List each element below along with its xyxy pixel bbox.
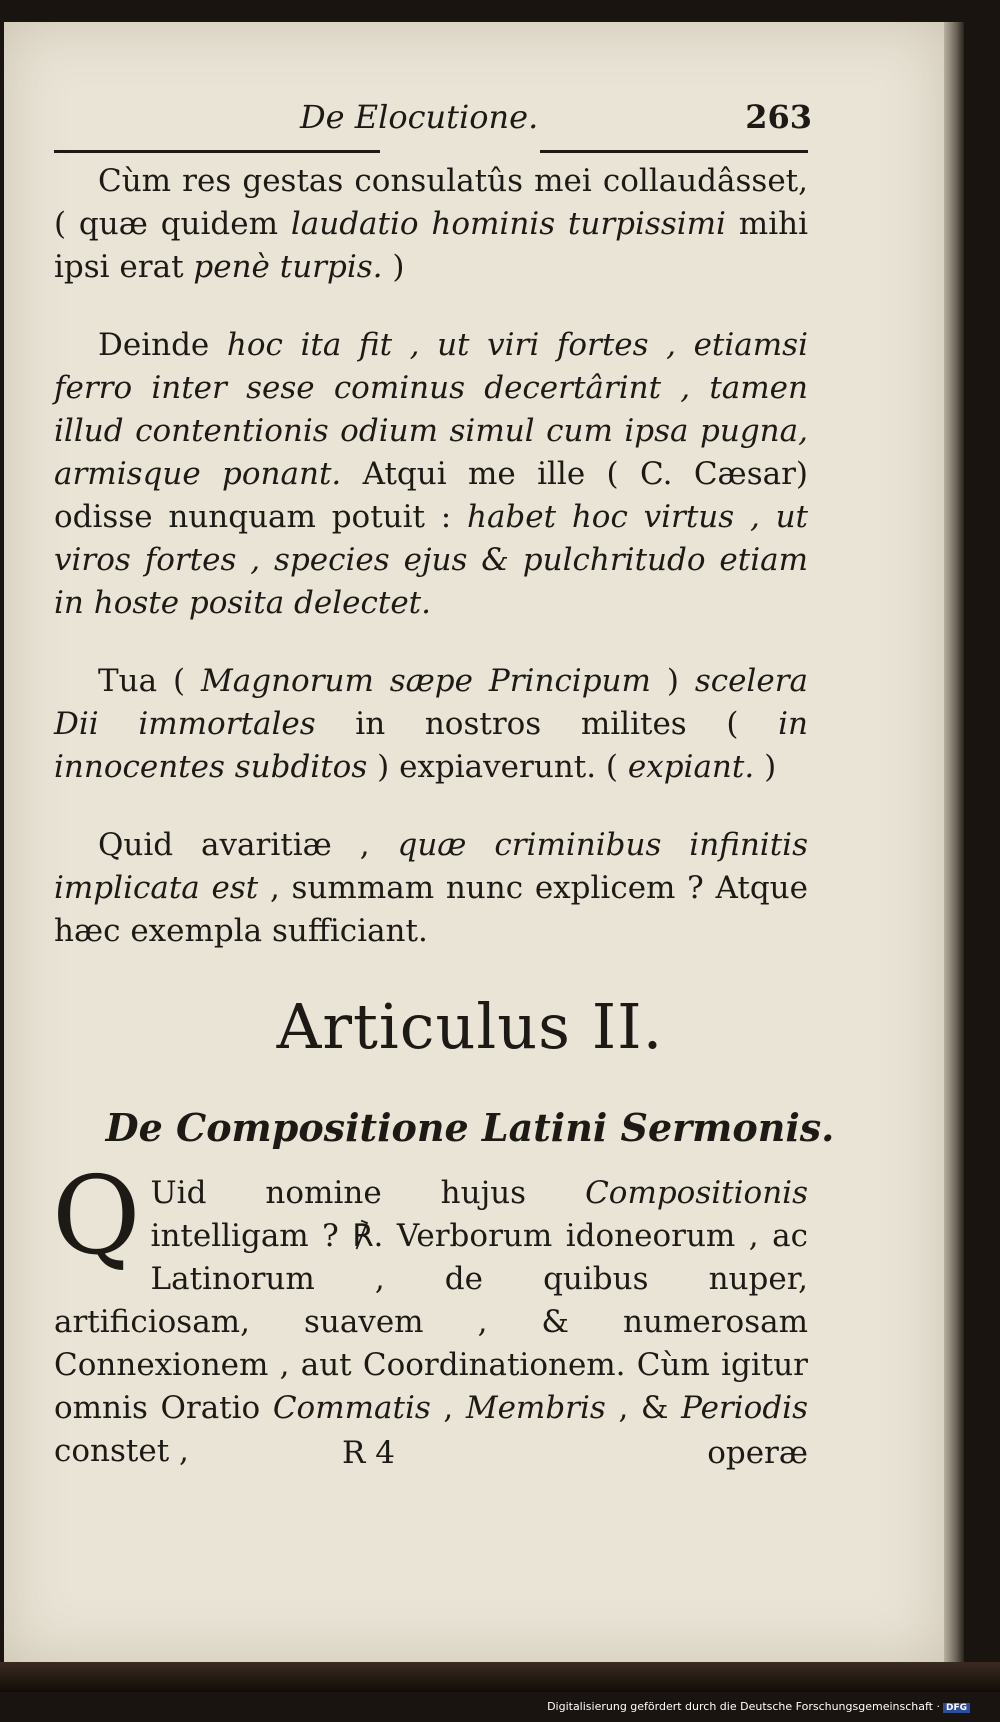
dfg-logo: DFG bbox=[943, 1703, 970, 1713]
italic-run: Commatis bbox=[272, 1390, 431, 1426]
roman-run: ) bbox=[754, 749, 777, 785]
paragraph bbox=[54, 160, 808, 289]
italic-run: quæ criminibus infinitis implicata est bbox=[54, 827, 808, 906]
header-rule-left bbox=[54, 150, 380, 153]
running-title: De Elocutione. bbox=[300, 98, 539, 136]
roman-run: Cùm res gestas consulatûs mei collaudâsset, ( quæ quidem bbox=[54, 163, 808, 242]
roman-run: Deinde bbox=[98, 327, 227, 363]
italic-run: Membris bbox=[465, 1390, 606, 1426]
italic-run: habet hoc virtus , ut viros fortes , species ejus & pulchritudo etiam in hoste posita delectet. bbox=[54, 499, 808, 621]
italic-run: penè turpis. bbox=[193, 249, 383, 285]
paragraph-text bbox=[52, 1154, 808, 1469]
italic-run: Magnorum sæpe Principum bbox=[201, 663, 651, 699]
roman-run: Tua ( bbox=[98, 663, 201, 699]
body-text-block bbox=[54, 160, 808, 953]
drop-cap: Q bbox=[52, 1154, 141, 1279]
roman-run: ) bbox=[650, 663, 695, 699]
italic-run: expiant. bbox=[627, 749, 755, 785]
italic-run: hoc ita fit , ut viri fortes , etiamsi ferro inter sese cominus decertârint , tamen illud contentionis odium simul cum ipsa pugna, armisque ponant. bbox=[54, 327, 808, 492]
roman-run: Uid nomine hujus bbox=[150, 1175, 586, 1211]
roman-run: ) bbox=[382, 249, 405, 285]
page-footer bbox=[54, 1435, 808, 1485]
roman-run: intelligam ? ℟. Verborum idoneorum , ac Latinorum , de quibus nuper, artificiosam, suavem , & numerosam Connexionem , aut Coordinationem. Cùm igitur omnis Oratio bbox=[54, 1218, 808, 1426]
page-number: 263 bbox=[745, 98, 812, 136]
roman-run: , bbox=[430, 1390, 466, 1426]
roman-run: in nostros milites ( bbox=[315, 706, 779, 742]
italic-run: scelera Dii immortales bbox=[54, 663, 808, 742]
paragraph bbox=[54, 324, 808, 625]
paragraph bbox=[52, 1154, 808, 1473]
roman-run: , & bbox=[605, 1390, 682, 1426]
header-rule-right bbox=[540, 150, 808, 153]
paragraph bbox=[54, 660, 808, 789]
italic-run: in innocentes subditos bbox=[54, 706, 808, 785]
roman-run: Atqui me ille ( C. Cæsar) odisse nunquam potuit : bbox=[54, 456, 808, 535]
paragraph bbox=[54, 824, 808, 953]
roman-run: ) expiaverunt. ( bbox=[367, 749, 628, 785]
running-header bbox=[300, 98, 820, 148]
roman-run: constet , bbox=[54, 1433, 189, 1469]
roman-run: mihi ipsi erat bbox=[54, 206, 808, 285]
binding-shadow bbox=[0, 1662, 1000, 1692]
italic-run: Compositionis bbox=[585, 1175, 808, 1211]
signature-mark: R 4 bbox=[342, 1435, 395, 1471]
italic-run: laudatio hominis turpissimi bbox=[290, 206, 726, 242]
roman-run: , summam nunc explicem ? Atque hæc exempla sufficiant. bbox=[54, 870, 808, 949]
roman-run: Quid avaritiæ , bbox=[98, 827, 398, 863]
italic-run: Periodis bbox=[681, 1390, 808, 1426]
credit-text: Digitalisierung gefördert durch die Deutsche Forschungsgemeinschaft · bbox=[547, 1700, 940, 1713]
section-heading: De Compositione Latini Sermonis. bbox=[105, 1105, 835, 1150]
article-heading: Articulus II. bbox=[276, 990, 664, 1063]
catchword: operæ bbox=[707, 1435, 808, 1471]
body-text-block bbox=[52, 1154, 808, 1473]
digitization-credit bbox=[547, 1700, 970, 1713]
page-edge bbox=[944, 22, 964, 1662]
